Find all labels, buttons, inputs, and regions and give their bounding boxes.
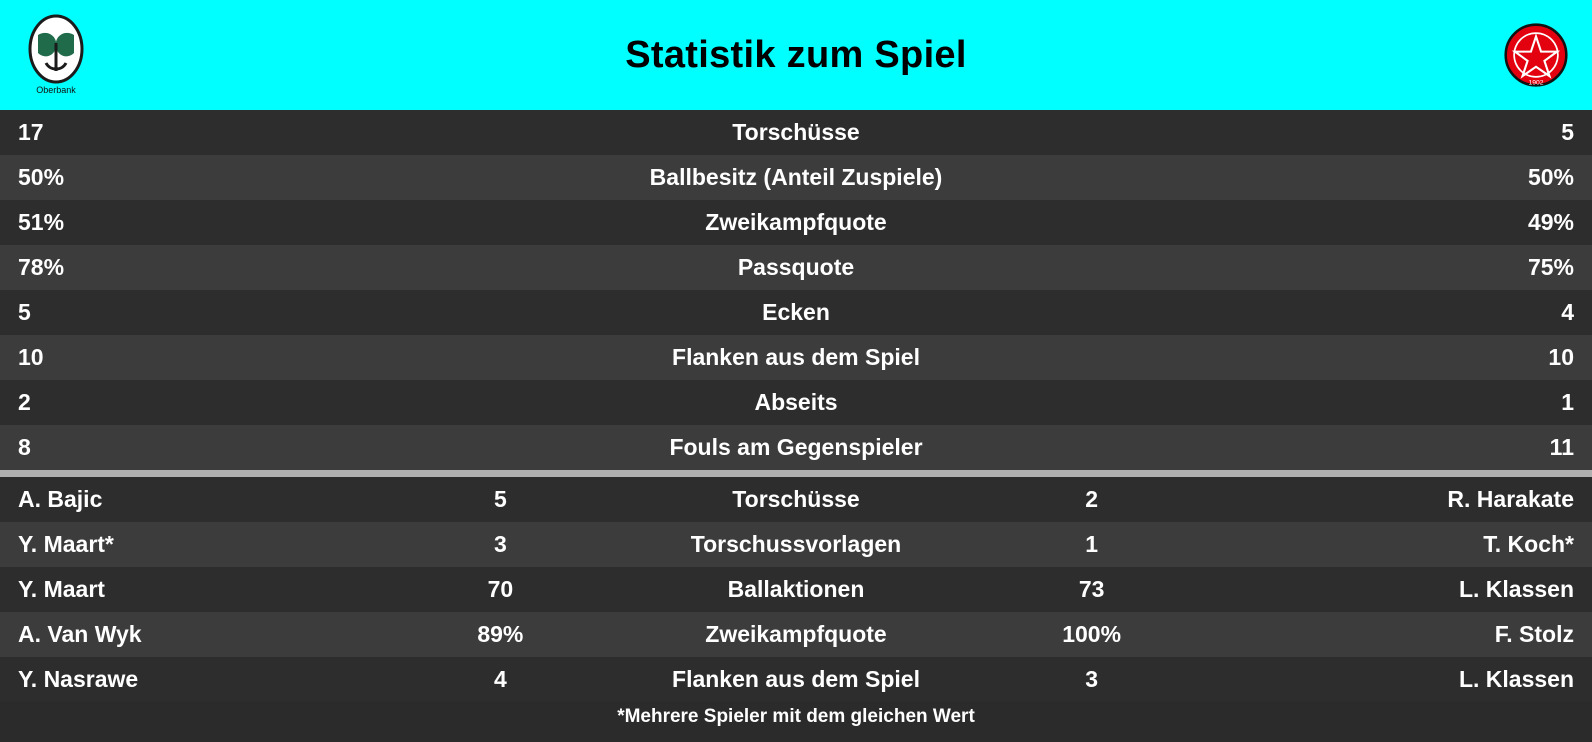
stat-label: Flanken aus dem Spiel	[672, 666, 920, 692]
stat-label: Passquote	[737, 254, 855, 280]
table-row	[0, 290, 1592, 335]
away-player-value: 100%	[1062, 621, 1122, 647]
section-divider	[0, 470, 1592, 477]
red-star-club-crest-icon	[1504, 13, 1568, 97]
stat-label: Fouls am Gegenspieler	[669, 434, 923, 460]
table-row	[0, 245, 1592, 290]
table-row	[0, 110, 1592, 155]
stat-label: Abseits	[754, 389, 838, 415]
stat-label: Torschüsse	[732, 486, 860, 512]
home-player-value: 70	[487, 576, 514, 602]
away-value: 75%	[1527, 254, 1574, 280]
away-player-name: R. Harakate	[1447, 486, 1574, 512]
away-value: 10	[1548, 344, 1574, 370]
home-value: 5	[18, 299, 31, 325]
away-player-name: L. Klassen	[1458, 576, 1574, 602]
away-value: 4	[1561, 299, 1574, 325]
home-player-value: 5	[493, 486, 507, 512]
away-value: 11	[1549, 434, 1574, 460]
svg-text:Oberbank: Oberbank	[36, 85, 76, 95]
stat-label: Zweikampfquote	[705, 621, 887, 647]
stat-label: Torschussvorlagen	[690, 531, 902, 557]
table-row	[0, 567, 1592, 612]
table-row	[0, 522, 1592, 567]
home-value: 2	[18, 389, 31, 415]
table-row	[0, 657, 1592, 702]
away-player-value: 73	[1078, 576, 1105, 602]
player-stats-table	[0, 477, 1592, 702]
table-row	[0, 335, 1592, 380]
away-player-value: 1	[1085, 531, 1099, 557]
home-player-name: Y. Nasrawe	[18, 666, 139, 692]
home-value: 78%	[18, 254, 65, 280]
oberbank-eagle-crest-icon	[24, 13, 88, 97]
away-player-value: 2	[1085, 486, 1099, 512]
home-player-name: A. Bajic	[18, 486, 103, 512]
home-player-value: 4	[493, 666, 507, 692]
home-player-name: A. Van Wyk	[18, 621, 142, 647]
page-title: Statistik zum Spiel	[625, 34, 967, 76]
footnote-text: *Mehrere Spieler mit dem gleichen Wert	[0, 702, 1592, 734]
home-player-name: Y. Maart*	[18, 531, 114, 557]
home-value: 17	[18, 119, 44, 145]
stat-label: Zweikampfquote	[705, 209, 887, 235]
stat-label: Torschüsse	[732, 119, 860, 145]
table-row	[0, 200, 1592, 245]
home-player-name: Y. Maart	[18, 576, 105, 602]
home-player-value: 3	[493, 531, 507, 557]
home-value: 10	[18, 344, 44, 370]
away-value: 5	[1561, 119, 1574, 145]
stat-label: Ecken	[762, 299, 830, 325]
home-value: 51%	[18, 209, 65, 235]
table-row	[0, 612, 1592, 657]
table-row	[0, 155, 1592, 200]
stat-label: Flanken aus dem Spiel	[672, 344, 920, 370]
away-player-name: F. Stolz	[1494, 621, 1574, 647]
table-row	[0, 425, 1592, 470]
home-value: 50%	[18, 164, 65, 190]
table-row	[0, 477, 1592, 522]
table-row	[0, 380, 1592, 425]
header-bar	[0, 0, 1592, 110]
stat-label: Ballbesitz (Anteil Zuspiele)	[649, 164, 943, 190]
away-player-name: L. Klassen	[1458, 666, 1574, 692]
home-value: 8	[18, 434, 31, 460]
away-value: 1	[1561, 389, 1574, 415]
svg-text:1902: 1902	[1528, 79, 1544, 87]
stat-label: Ballaktionen	[727, 576, 865, 602]
team-stats-table	[0, 110, 1592, 470]
away-player-name: T. Koch*	[1483, 531, 1574, 557]
away-player-value: 3	[1085, 666, 1099, 692]
home-player-value: 89%	[477, 621, 524, 647]
away-value: 49%	[1527, 209, 1574, 235]
away-value: 50%	[1527, 164, 1574, 190]
